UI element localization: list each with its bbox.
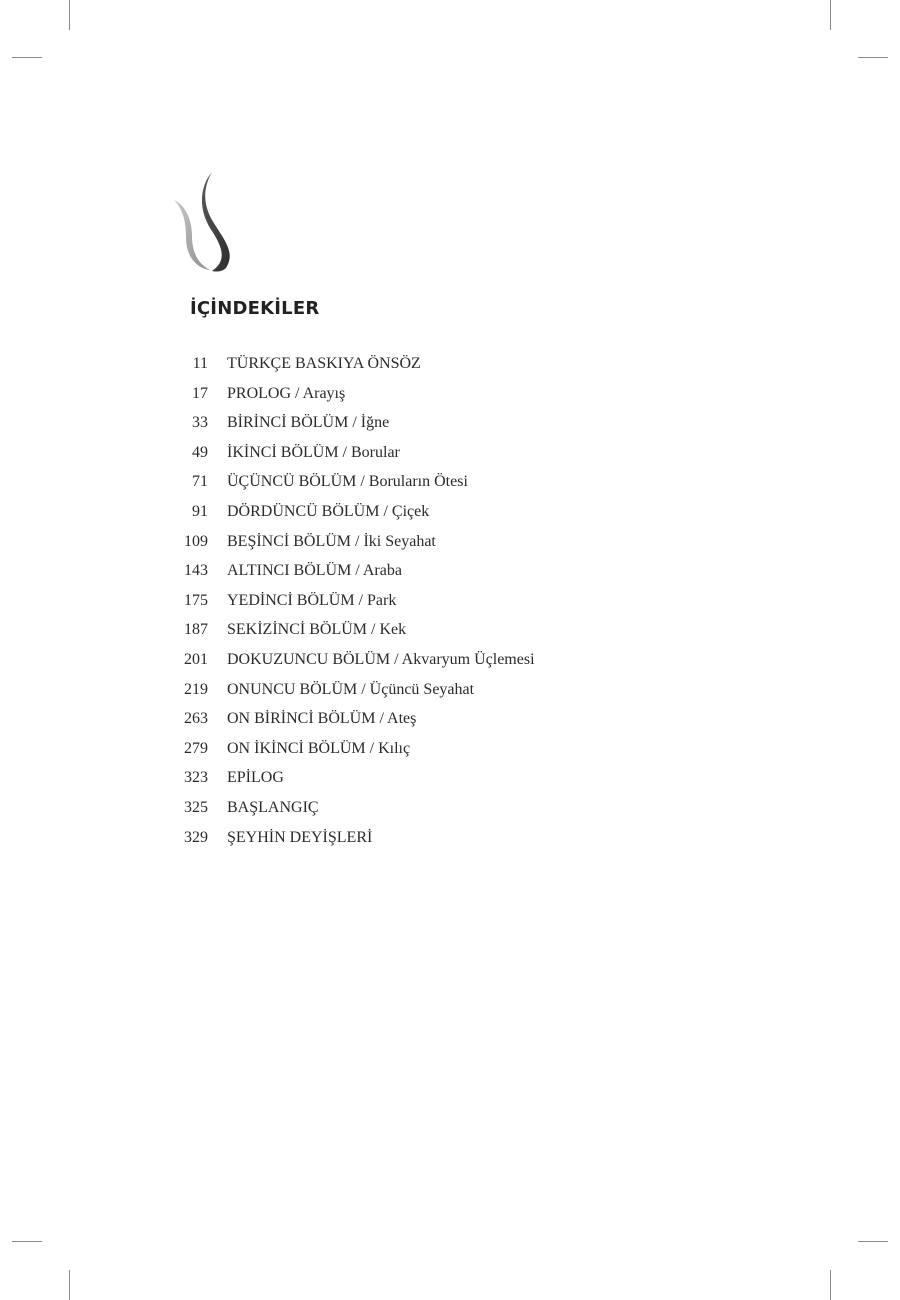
crop-mark-bottom-right [830, 1270, 831, 1300]
toc-entry [160, 503, 680, 533]
crop-mark-top-left [69, 0, 70, 30]
toc-page-number: 109 [184, 532, 208, 550]
toc-chapter-title: ON İKİNCİ BÖLÜM / Kılıç [227, 739, 411, 757]
crop-mark-left-top [12, 57, 42, 58]
toc-page-number: 325 [184, 798, 208, 816]
table-of-contents [160, 355, 680, 858]
toc-entry [160, 829, 680, 859]
toc-entry [160, 651, 680, 681]
crop-mark-left-bottom [12, 1241, 42, 1242]
toc-chapter-title: BAŞLANGIÇ [227, 798, 319, 816]
toc-chapter-title: İKİNCİ BÖLÜM / Borular [227, 443, 400, 461]
toc-page-number: 143 [184, 562, 208, 580]
toc-page-number: 17 [192, 384, 208, 402]
toc-entry [160, 414, 680, 444]
toc-chapter-title: ONUNCU BÖLÜM / Üçüncü Seyahat [227, 680, 475, 698]
tulip-ornament-icon [170, 168, 242, 274]
toc-entry [160, 355, 680, 385]
toc-entry [160, 769, 680, 799]
toc-chapter-title: SEKİZİNCİ BÖLÜM / Kek [227, 621, 407, 639]
page-title: İÇİNDEKİLER [190, 298, 320, 319]
toc-page-number: 91 [192, 502, 208, 520]
toc-entry [160, 681, 680, 711]
toc-chapter-title: BEŞİNCİ BÖLÜM / İki Seyahat [227, 532, 436, 550]
toc-chapter-title: DOKUZUNCU BÖLÜM / Akvaryum Üçlemesi [227, 650, 535, 668]
toc-page-number: 219 [184, 680, 208, 698]
toc-page-number: 175 [184, 591, 208, 609]
toc-chapter-title: EPİLOG [227, 769, 284, 787]
toc-chapter-title: ÜÇÜNCÜ BÖLÜM / Boruların Ötesi [227, 473, 468, 491]
toc-entry [160, 473, 680, 503]
toc-page-number: 187 [184, 621, 208, 639]
toc-chapter-title: PROLOG / Arayış [227, 384, 346, 402]
toc-chapter-title: BİRİNCİ BÖLÜM / İğne [227, 414, 390, 432]
toc-page-number: 33 [192, 414, 208, 432]
toc-page-number: 49 [192, 443, 208, 461]
crop-mark-top-right [830, 0, 831, 30]
toc-page-number: 323 [184, 769, 208, 787]
toc-chapter-title: ON BİRİNCİ BÖLÜM / Ateş [227, 710, 417, 728]
toc-chapter-title: ALTINCI BÖLÜM / Araba [227, 562, 402, 580]
toc-page-number: 263 [184, 710, 208, 728]
toc-page-number: 201 [184, 650, 208, 668]
toc-page-number: 11 [192, 355, 208, 372]
toc-entry [160, 621, 680, 651]
toc-chapter-title: ŞEYHİN DEYİŞLERİ [227, 828, 373, 846]
toc-page-number: 279 [184, 739, 208, 757]
toc-entry [160, 740, 680, 770]
toc-chapter-title: TÜRKÇE BASKIYA ÖNSÖZ [227, 355, 421, 372]
toc-entry [160, 710, 680, 740]
toc-entry [160, 799, 680, 829]
toc-entry [160, 385, 680, 415]
toc-page-number: 71 [192, 473, 208, 491]
toc-entry [160, 444, 680, 474]
toc-entry [160, 533, 680, 563]
toc-entry [160, 562, 680, 592]
crop-mark-bottom-left [69, 1270, 70, 1300]
toc-entry [160, 592, 680, 622]
crop-mark-right-bottom [858, 1241, 888, 1242]
crop-mark-right-top [858, 57, 888, 58]
toc-page-number: 329 [184, 828, 208, 846]
toc-chapter-title: YEDİNCİ BÖLÜM / Park [227, 591, 397, 609]
toc-chapter-title: DÖRDÜNCÜ BÖLÜM / Çiçek [227, 502, 430, 520]
